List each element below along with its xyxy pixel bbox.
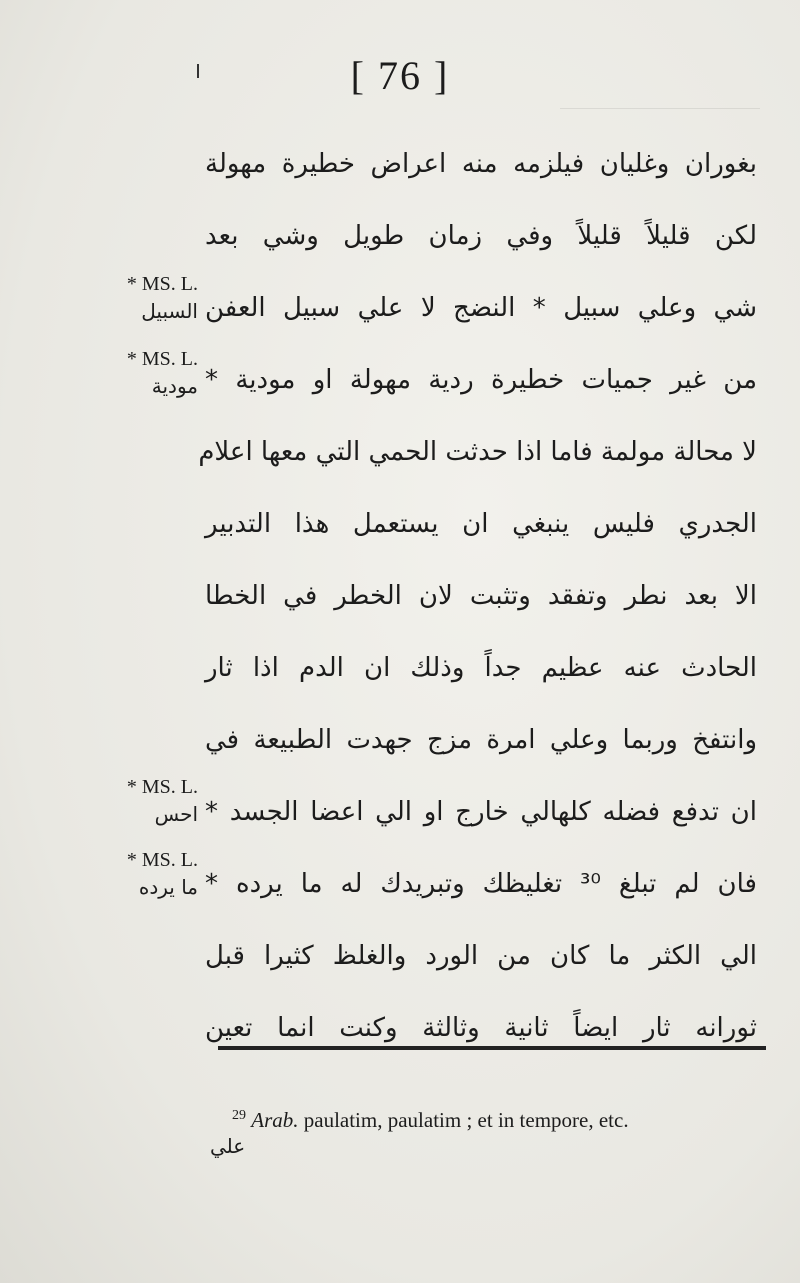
text-line: من غير جميات خطيرة ردية مهولة او مودية *	[205, 365, 757, 395]
footnote-number: 29	[232, 1108, 246, 1123]
margin-note	[86, 848, 198, 902]
text-line: الا بعد نطر وتفقد وتثبت لان الخطر في الخطا	[205, 581, 757, 611]
bleed-through-mark	[560, 108, 760, 123]
footnote-rule	[218, 1046, 766, 1050]
text-line: بغوران وغليان فيلزمه منه اعراض خطيرة مهولة	[205, 149, 757, 179]
margin-note-reading: مودية	[151, 374, 198, 398]
text-line: شي وعلي سبيل * النضج لا علي سبيل العفن	[205, 293, 757, 323]
footnote-lang: Arab.	[251, 1108, 299, 1132]
margin-note-reading: ما يرده	[138, 875, 198, 899]
margin-note	[86, 272, 198, 326]
arabic-body-text	[198, 128, 757, 1064]
text-line: ان تدفع فضله كلهالي خارج او الي اعضا الجسد *	[205, 797, 757, 827]
margin-note-reading: السبيل	[141, 299, 198, 323]
text-line: فان لم تبلغ ³⁰ تغليظك وتبريدك له ما يرده *	[205, 869, 757, 899]
page-number-text: [ 76 ]	[350, 53, 450, 98]
text-line: لكن قليلاً قليلاً وفي زمان طويل وشي بعد	[205, 221, 757, 251]
margin-note-label: * MS. L.	[126, 348, 198, 370]
footnote-text: paulatim, paulatim ; et in tempore, etc.	[298, 1108, 629, 1132]
text-line: الحادث عنه عظيم جداً وذلك ان الدم اذا ثار	[205, 653, 757, 683]
margin-note-label: * MS. L.	[126, 849, 198, 871]
text-line: الي الكثر ما كان من الورد والغلظ كثيرا قبل	[205, 941, 757, 971]
margin-note-reading: احس	[154, 802, 198, 826]
margin-note-label: * MS. L.	[126, 776, 198, 798]
text-line: لا محالة مولمة فاما اذا حدثت الحمي التي معها اعلام	[198, 437, 757, 467]
margin-note	[86, 347, 198, 401]
footnote	[232, 1108, 762, 1133]
text-line: الجدري فليس ينبغي ان يستعمل هذا التدبير	[205, 509, 757, 539]
footnote-arabic: علي	[210, 1134, 246, 1158]
margin-note	[86, 775, 198, 829]
page-number	[0, 52, 800, 99]
text-line: ثورانه ثار ايضاً ثانية وثالثة وكنت انما تعين	[205, 1013, 757, 1043]
text-line: وانتفخ وربما وعلي امرة مزج جهدت الطبيعة في	[205, 725, 757, 755]
margin-note-label: * MS. L.	[126, 273, 198, 295]
